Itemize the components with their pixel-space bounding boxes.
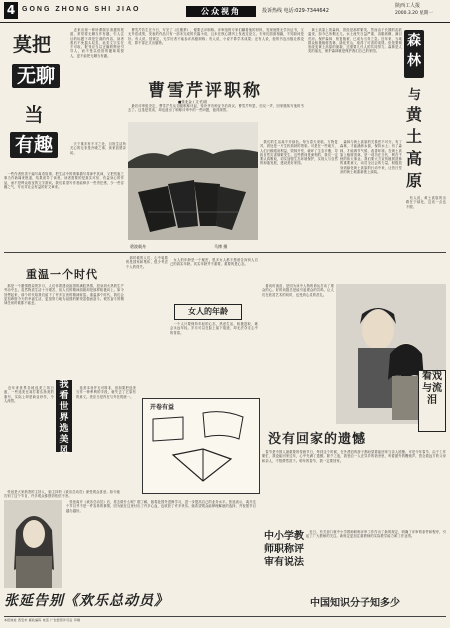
left-headline-char-4: 有趣 [10, 132, 58, 158]
paper-name: GONG ZHONG SHI JIAO [22, 6, 141, 13]
world-article-text-2: 选美本身并无可厚非，但如果把选美当作一种牟利的手段，就失去了它原有的意义。美应当是内在与外在的统一。 [76, 386, 136, 399]
time-article-title: 重温一个时代 [26, 268, 98, 281]
main-article-intro: 曹雪芹若生在今日，写完了《红楼梦》，便要去评职称。评审组的专家们翻看他的材料，发现他既无学历证书，又无外语成绩，发表的作品只有一部未完成的长篇小说，且未在核心期刊上发表过论文。专家们面面相觑，不知如何是好。有人说，按规定，无学历者不能参评高级职称；有人说，小说不算学术成果；还有人说，他的书连出版社都没有，算不得正式出版物。 [128, 28, 304, 45]
farewell-article-text: 张延离开《欢乐总动员》后，将去做什么呢？据了解，她将赴国外进修学习，进一步提高自己的业务水平。张延表示，离开这个节目并不是一件容易的事情，因为她在这里付出了许多心血，也收获了许多快乐。她希望观众能够理解她的选择，并祝愿节目越办越好。 [66, 500, 256, 513]
photo-caption: 碧波载舟 [130, 244, 146, 249]
newspaper-name: 陕西工人报 [395, 3, 421, 9]
right-headline-char-2: 林 [407, 53, 421, 69]
world-article-title: 我看世界选美风 [56, 380, 72, 452]
main-article-byline: ■张北金 / 文·孔明 [178, 100, 207, 104]
footer-rule [4, 616, 446, 617]
right-top-text: 黄土高原上的森林，曾经是那样繁茂，然而由于长期的乱砍滥伐，如今已所剩无几。水土流失日益严重，沟壑纵横，满目荒凉。保护森林、恢复植被，已成为当务之急。近年来，当地群众积极植树造林，绿化荒山，取得了可喜的成绩。但是要彻底改变黄土高原的面貌，还需要几代人的共同努力。森林是人类的朋友，保护森林就是保护我们自己的家园。 [308, 28, 402, 54]
issue-date: 2000.3.20 星期一 [395, 11, 433, 16]
bottom-right-title: 中国知识分子知多少 [310, 598, 400, 609]
section-title: 公众视角 [186, 6, 256, 17]
photo-credit: 马博 摄 [214, 244, 228, 249]
right-headline-char-1: 森 [407, 33, 421, 49]
left-small-text: 天下事多有不平之处，百姓生活所关心的无非是冷暖之事，读来倍感亲切。 [70, 142, 126, 155]
footer-text: 本报地址 西安市 邮政编码 电话 广告经营许可证 印刷 [4, 618, 81, 622]
left-headline [4, 28, 64, 170]
farewell-photo [4, 500, 62, 588]
women-article-text: 女人的年龄是一个秘密，很多女人都不愿意告诉别人自己的真实年龄。其实年龄并不重要，重要的是心态。 [170, 258, 258, 267]
farewell-article-title: 张延告别《欢乐总动员》 [4, 593, 169, 609]
editor-info: 投诉热线 电话:029-7344642 [262, 8, 329, 14]
study-article-title: 开卷有益 [150, 404, 175, 411]
right-headline-char-6: 高 [406, 149, 423, 168]
right-headline-char-5: 土 [406, 127, 423, 146]
right-headline-char-3: 与 [408, 88, 422, 103]
left-column-text: 近来出现一种所谓娱乐消遣的报道，常常将无聊当作有趣，引人注目的标题下却是空洞的内容，读者看后不免摇头叹息，此类文字实在不可取。报刊应当以正确的舆论引导人，而不是以低俗的趣味取悦人，更不能把无聊当有趣。 [70, 28, 124, 58]
section-divider [4, 252, 446, 253]
study-illustration [142, 398, 260, 494]
middle-right-text: 我们的生活离不开绿色。每当春天来临，万物复苏，到处是一片生机勃勃的景象。可是在一些地方，人们只顾眼前利益，毁林开荒，破坏了生态平衡，导致自然灾害频繁发生。这些教训是深刻的，我们一定要认真吸取，切实加强生态环境保护，实现人与自然的和谐发展，建设美好家园。 [260, 140, 338, 166]
women-article-text-2: 一个人只要保持年轻的心态，热爱生活，积极进取，就会永远年轻。岁月可以在脸上留下痕迹，却无法夺走心中的青春。 [170, 322, 258, 335]
page-number: 4 [4, 2, 18, 19]
right-column-text: 森林与黄土高原的关系密不可分。有了森林，才能涵养水源，保持水土；有了森林，才能调节气候，改善环境。在黄土高原上植树造林，是一项功在当代、利在千秋的伟大事业。我们要大力宣传植树造林的重要意义，动员全社会的力量，积极投身到绿化黄土高原的行动中来，让昔日荒凉的黄土地重新披上绿装。 [340, 140, 402, 175]
right-headline-rest [406, 104, 426, 192]
teacher-article-text: 近日，有关部门就中小学教师职称评审工作作出了新的规定，明确了评审的条件和程序，引起了广大教师的关注。新规定更加注重教师的实际教学能力和工作业绩。 [306, 530, 446, 539]
right-side-text: 有人说，黄土高原的出路在于绿化，这话一点也不假。 [406, 196, 446, 209]
drama-article-text: 看戏时流泪，是因为戏中人物的命运打动了观众的心。好的戏剧总是能引起观众的共鸣，让人们在欣赏艺术的同时，也受到心灵的洗礼。 [262, 284, 334, 297]
page-header [0, 0, 450, 23]
drama-article-title: 看戏与流泪 [418, 370, 446, 432]
lower-middle-text: 春节是中国人最重要的传统节日，每到这个时候，在外漂泊的游子都盼望着能回家与亲人团聚。可是今年春节，由于工作繁忙，我没能回家过年，心中充满了遗憾。除夕之夜，我独自一人在异乡的宿舍里，听着窗外的鞭炮声，思念着远方的父母和亲人，不禁潸然泪下。明年的春节，我一定要回家。 [262, 450, 446, 463]
main-article-body: 最后评审组决定，曹雪芹先从初级职称评起，待补齐各种证书后再议。曹雪芹听罢，长叹一声，回家继续写他的书去了。这虽是笑谈，却也道出了职称评审中的一些问题，值得深思。 [128, 104, 304, 113]
right-headline-char-4: 黄 [406, 105, 423, 124]
left-headline-char-2: 无聊 [12, 64, 60, 88]
left-mid-text: 一些作者热衷于编写离奇故事，把生活中的琐事描写得神乎其神，又把荒唐之事当作新闻来报道，结果误导了读者。读者需要的是真实可信、有益身心的作品，而不是哗众取宠的文字游戏。我们希望写作者能够多一些责任感，少一些浮躁之气，写出对社会有益的好文章来。 [4, 172, 124, 189]
time-article-side-text: 那时候的人们，心中装着的是国家和集体，很少考虑个人的得失。 [126, 256, 168, 269]
lower-left-text: 张延是大家熟悉的主持人，她主持的《欢乐总动员》深受观众喜爱。如今她告别了这个节目，许多观众都感到依依不舍。 [4, 490, 120, 499]
time-article-text: 那是一个激情燃烧的岁月，人们怀着建设祖国的满腔热情，投身到火热的生产劳动中去。虽然物质生活十分艰苦，但人们的精神面貌却是那样积极向上。如今回想起来，那个时代给我们留下了许多宝贵的精神财富。重温那个时代，我们会更加珍惜今天的幸福生活，更加努力地为祖国的繁荣富强而奋斗。艰苦奋斗的精神任何时候都不能丢。 [4, 284, 124, 306]
main-article-title: 曹雪芹评职称 [148, 81, 262, 101]
left-headline-char-3: 当 [24, 104, 44, 126]
right-headline-box [404, 30, 424, 78]
teacher-article-title: 中小学教师职称评审有说法 [264, 531, 304, 568]
right-headline-char-7: 原 [406, 171, 423, 190]
world-article-text: 近年来世界各地选美之风日盛，一些选美比赛打着弘扬美的旗号，实际上却是商业炒作，令人深思。 [4, 386, 54, 403]
lower-middle-title: 没有回家的遗憾 [268, 432, 367, 447]
women-article-title: 女人的年龄 [174, 304, 242, 320]
boat-photo [128, 122, 258, 240]
left-headline-char-1: 莫把 [12, 34, 51, 56]
